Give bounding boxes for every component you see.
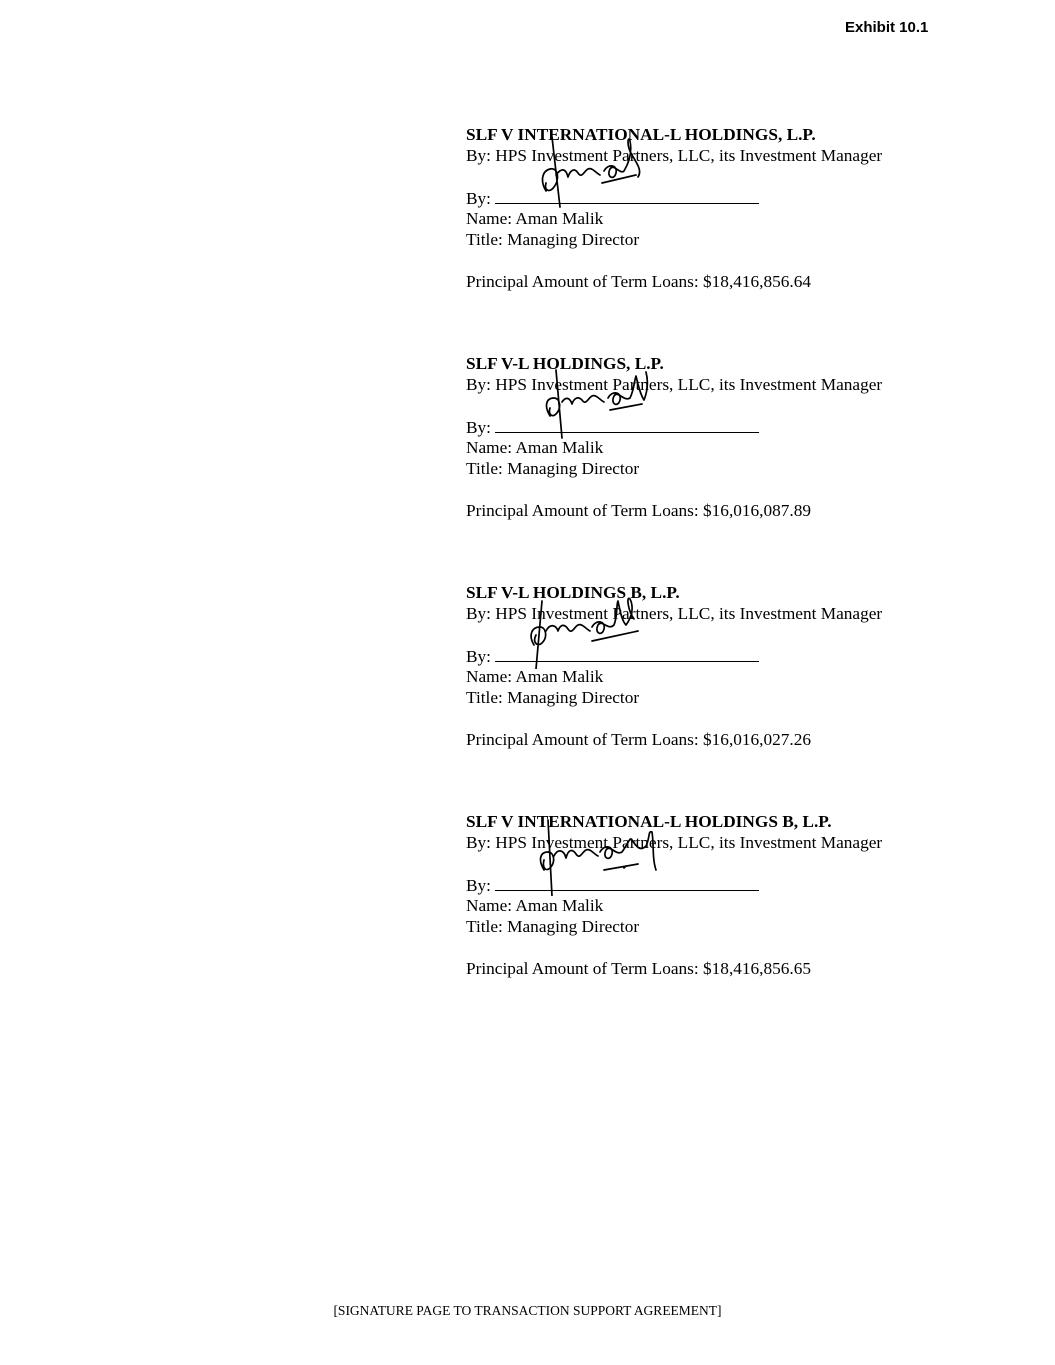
signature-line [495,874,759,891]
by-label: By: [466,647,491,666]
signature-row [466,645,1026,666]
principal-amount: Principal Amount of Term Loans: $16,016,087.89 [466,501,812,520]
signature-block [466,811,1026,979]
signature-line [495,416,759,433]
signatory-title: Title: Managing Director [466,459,640,478]
principal-amount: Principal Amount of Term Loans: $16,016,027.26 [466,730,812,749]
exhibit-label: Exhibit 10.1 [845,19,929,36]
signature-row [466,416,1026,437]
signature-line [495,187,759,204]
signatory-name: Name: Aman Malik [466,209,604,228]
by-label: By: [466,418,491,437]
principal-amount: Principal Amount of Term Loans: $18,416,856.64 [466,272,812,291]
by-manager-line: By: HPS Investment Partners, LLC, its Investment Manager [466,604,883,623]
signature-block [466,582,1026,750]
entity-name: SLF V INTERNATIONAL-L HOLDINGS B, L.P. [466,812,832,831]
signature-block [466,124,1026,292]
by-manager-line: By: HPS Investment Partners, LLC, its Investment Manager [466,833,883,852]
page-footer: [SIGNATURE PAGE TO TRANSACTION SUPPORT AGREEMENT] [333,1303,722,1318]
signature-row [466,187,1026,208]
signatory-title: Title: Managing Director [466,688,640,707]
signature-block [466,353,1026,521]
signatory-title: Title: Managing Director [466,230,640,249]
by-label: By: [466,876,491,895]
by-manager-line: By: HPS Investment Partners, LLC, its Investment Manager [466,375,883,394]
signatory-title: Title: Managing Director [466,917,640,936]
principal-amount: Principal Amount of Term Loans: $18,416,856.65 [466,959,812,978]
by-manager-line: By: HPS Investment Partners, LLC, its Investment Manager [466,146,883,165]
entity-name: SLF V-L HOLDINGS B, L.P. [466,583,680,602]
entity-name: SLF V INTERNATIONAL-L HOLDINGS, L.P. [466,125,816,144]
signatory-name: Name: Aman Malik [466,438,604,457]
by-label: By: [466,189,491,208]
signature-line [495,645,759,662]
signatory-name: Name: Aman Malik [466,667,604,686]
signature-row [466,874,1026,895]
entity-name: SLF V-L HOLDINGS, L.P. [466,354,664,373]
signatory-name: Name: Aman Malik [466,896,604,915]
